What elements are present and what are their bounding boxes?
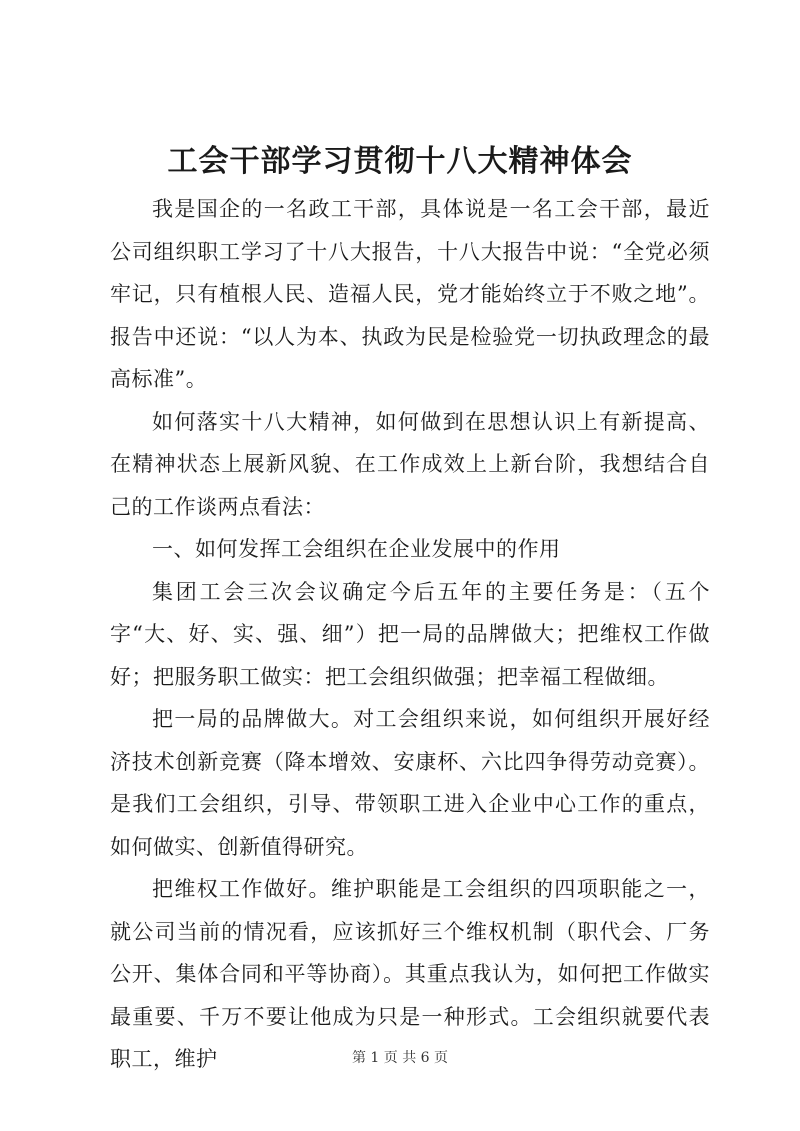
page-footer: 第 1 页 共 6 页 bbox=[351, 1050, 449, 1066]
section-heading-1: 一、如何发挥工会组织在企业发展中的作用 bbox=[152, 537, 561, 561]
paragraph-rights: 把维权工作做好。维护职能是工会组织的四项职能之一，就公司当前的情况看，应该抓好三个维权机制（职代会、厂务公开、集体合同和平等协商）。其重点我认为，如何把工作做实最重要、千万不要让他成为只是一种形式。工会组织就要代表职工，维护 bbox=[110, 877, 710, 1071]
paragraph-brand: 把一局的品牌做大。对工会组织来说，如何组织开展好经济技术创新竞赛（降本增效、安康杯、六比四争得劳动竞赛）。是我们工会组织，引导、带领职工进入企业中心工作的重点，如何做实、创新值得研究。 bbox=[110, 707, 710, 859]
paragraph-main-tasks: 集团工会三次会议确定今后五年的主要任务是：（五个字“大、好、实、强、细”）把一局的品牌做大；把维权工作做好；把服务职工做实：把工会组织做强；把幸福工程做细。 bbox=[110, 579, 710, 689]
paragraph-implementation: 如何落实十八大精神，如何做到在思想认识上有新提高、在精神状态上展新风貌、在工作成效上上新台阶，我想结合自己的工作谈两点看法： bbox=[110, 409, 710, 519]
document-title: 工会干部学习贯彻十八大精神体会 bbox=[167, 144, 633, 179]
paragraph-intro: 我是国企的一名政工干部，具体说是一名工会干部，最近公司组织职工学习了十八大报告，十八大报告中说：“全党必须牢记，只有植根人民、造福人民，党才能始终立于不败之地”。报告中还说：“以人为本、执政为民是检验党一切执政理念的最高标准”。 bbox=[110, 197, 710, 391]
document-body bbox=[110, 188, 710, 1081]
